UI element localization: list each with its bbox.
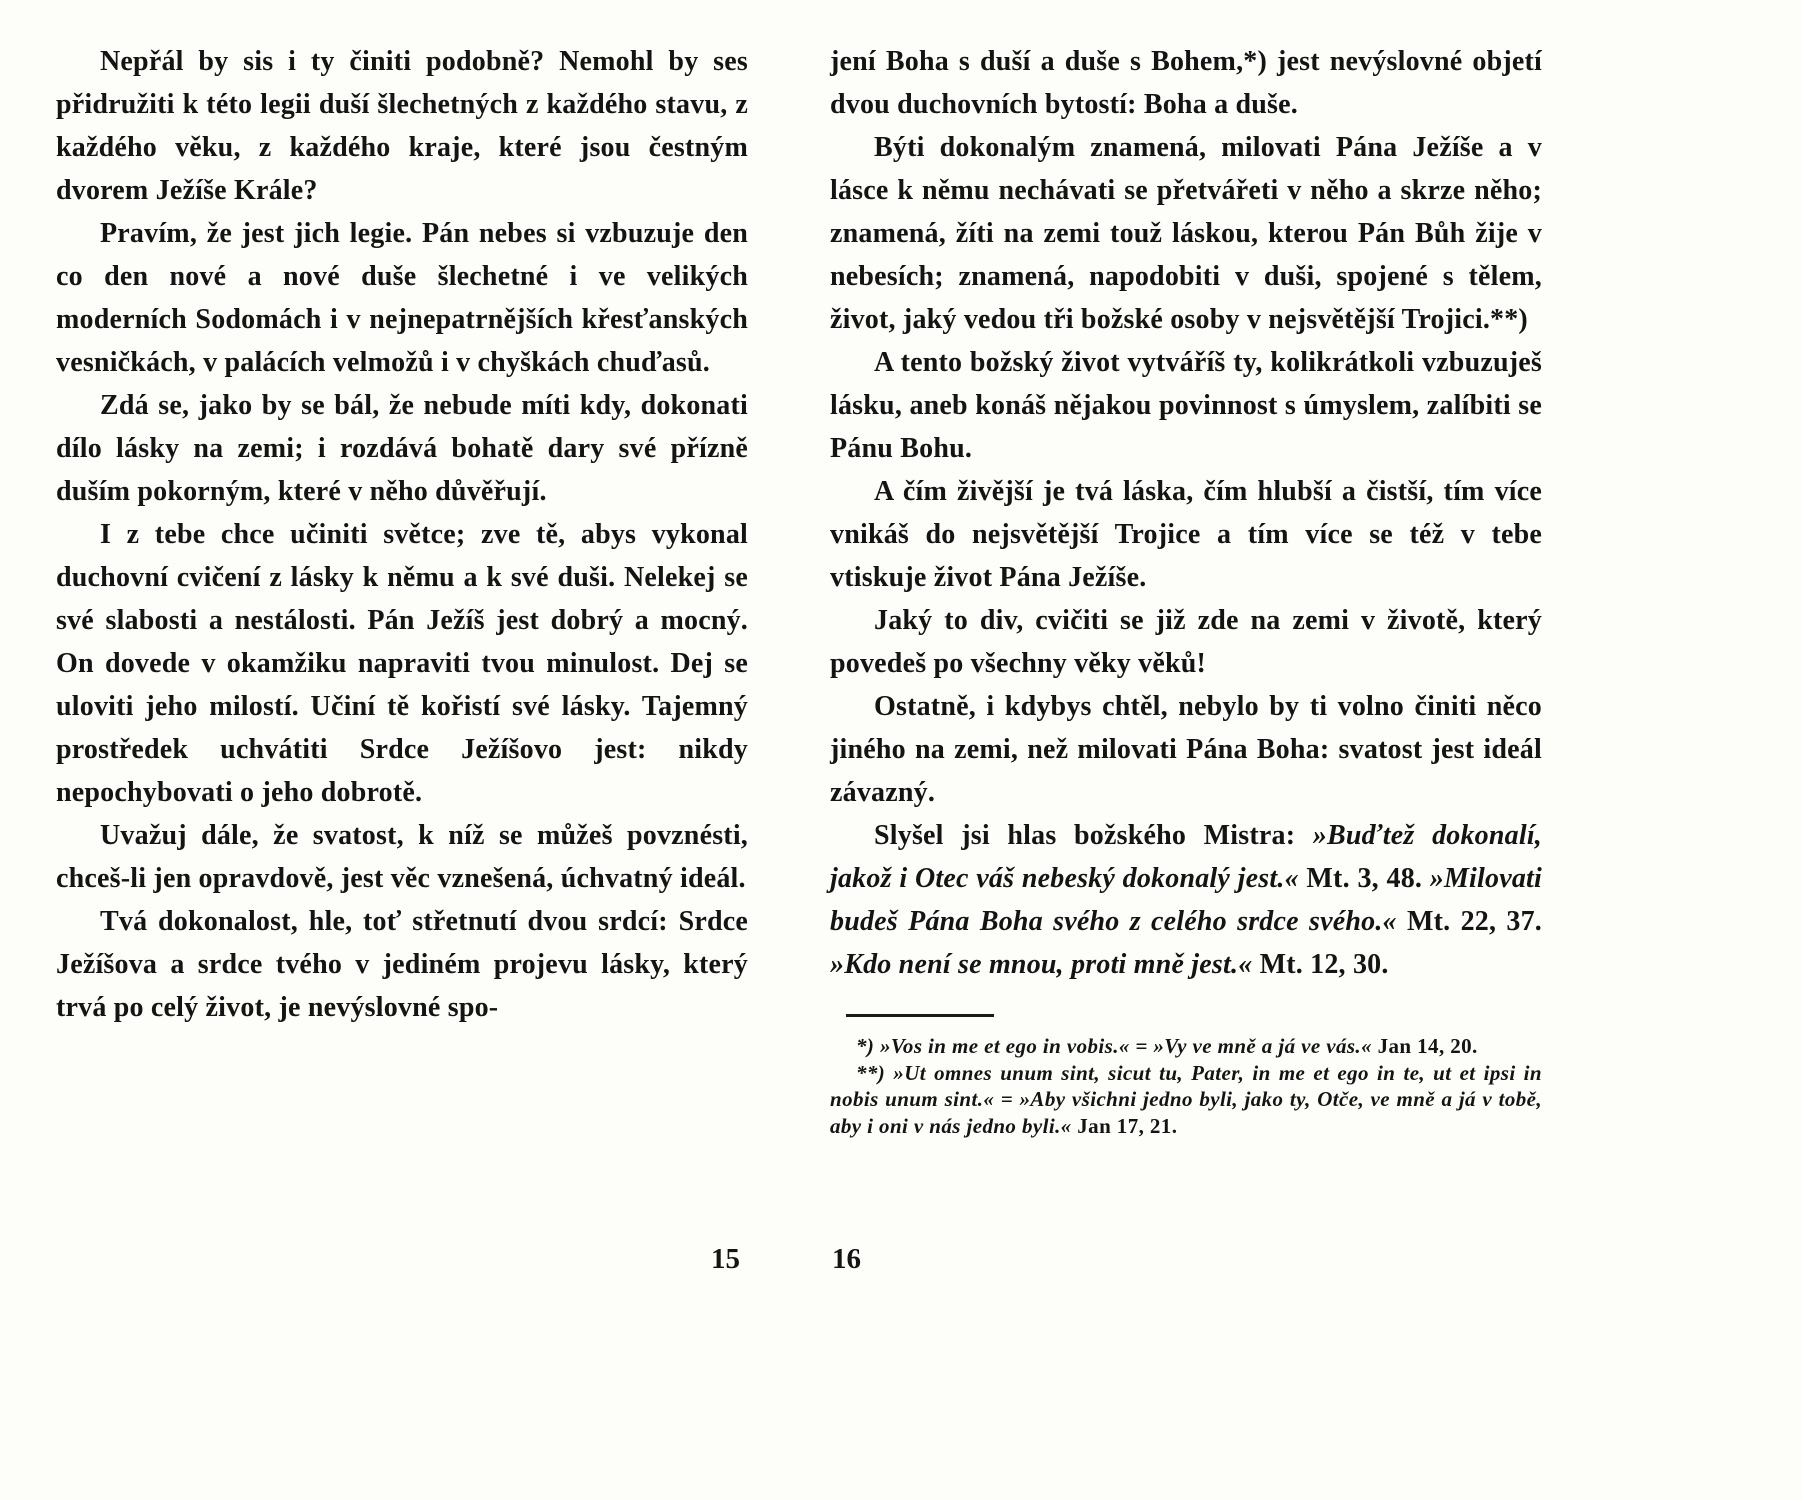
body-text: Slyšel jsi hlas božského Mistra: (874, 820, 1313, 851)
right-page-text (830, 40, 1542, 1139)
body-text: A tento božský život vytváříš ty, kolikrátkoli vzbuzuješ lásku, aneb konáš nějakou povinnost s úmyslem, zalíbiti se Pánu Bohu. (830, 347, 1542, 464)
body-text: Jan 14, 20. (1377, 1034, 1478, 1058)
body-text: Jaký to div, cvičiti se již zde na zemi v životě, který povedeš po všechny věky věků! (830, 605, 1542, 679)
body-text: Mt. 22, 37. (1396, 906, 1543, 937)
paragraph (56, 212, 748, 384)
body-text: Tvá dokonalost, hle, toť střetnutí dvou srdcí: Srdce Ježíšova a srdce tvého v jediném projevu lásky, který trvá po celý život, je nevýslovné spo- (56, 906, 748, 1023)
emphasized-text: *) (856, 1034, 880, 1058)
body-text: Pravím, že jest jich legie. Pán nebes si vzbuzuje den co den nové a nové duše šlechetné i ve velikých moderních Sodomách i v nejnepatrnějších křesťanských vesničkách, v palácích velmožů i v chyškách chuďasů. (56, 218, 748, 378)
footnote (830, 1060, 1542, 1140)
paragraph (56, 384, 748, 513)
paragraph (56, 40, 748, 212)
emphasized-text: **) (856, 1060, 894, 1085)
paragraph (830, 40, 1542, 126)
body-text: Mt. 3, 48. (1298, 863, 1430, 894)
paragraph (830, 470, 1542, 599)
body-text: Mt. 12, 30. (1252, 949, 1389, 980)
body-text: I z tebe chce učiniti světce; zve tě, abys vykonal duchovní cvičení z lásky k němu a k své duši. Nelekej se své slabosti a nestálosti. Pán Ježíš jest dobrý a mocný. On dovede v okamžiku napraviti tvou minulost. Dej se uloviti jeho milostí. Učiní tě kořistí své lásky. Tajemný prostředek uchvátiti Srdce Ježíšovo jest: nikdy nepochybovati o jeho dobrotě. (56, 519, 748, 808)
page-number-right: 16 (832, 1243, 861, 1275)
footnote-rule (846, 1014, 994, 1017)
emphasized-text: »Kdo není se mnou, proti mně jest.« (830, 949, 1253, 980)
paragraph (830, 814, 1542, 986)
page-number-left: 15 (711, 1243, 740, 1275)
body-text: jení Boha s duší a duše s Bohem,*) jest nevýslovné objetí dvou duchovních bytostí: Boha a duše. (830, 46, 1542, 120)
left-page-text (56, 40, 748, 1029)
footnotes (830, 1033, 1542, 1139)
body-text: Jan 17, 21. (1077, 1113, 1178, 1138)
paragraph (830, 341, 1542, 470)
emphasized-text: »Buďtež dokonalí, jakož i Otec váš nebeský dokonalý jest.« (830, 820, 1543, 894)
body-text: Uvažuj dále, že svatost, k níž se můžeš povznésti, chceš-li jen opravdově, jest věc vznešená, úchvatný ideál. (56, 820, 748, 894)
emphasized-text: »Milovati budeš Pána Boha svého z celého srdce svého.« (830, 863, 1542, 937)
body-text: Nepřál by sis i ty činiti podobně? Nemohl by ses přidružiti k této legii duší šlechetných z každého stavu, z každého věku, z každého kraje, které jsou čestným dvorem Ježíše Krále? (56, 46, 748, 206)
paragraph (830, 599, 1542, 685)
emphasized-text: »Vos in me et ego in vobis.« = »Vy ve mně a já ve vás.« (879, 1034, 1378, 1058)
paragraph (830, 685, 1542, 814)
body-text: Býti dokonalým znamená, milovati Pána Ježíše a v lásce k němu nechávati se přetvářeti v něho a skrze něho; znamená, žíti na zemi touž láskou, kterou Pán Bůh žije v nebesích; znamená, napodobiti v duši, spojené s tělem, život, jaký vedou tři božské osoby v nejsvětější Trojici.**) (830, 132, 1542, 335)
paragraph (56, 814, 748, 900)
paragraph (56, 900, 748, 1029)
paragraph (56, 513, 748, 814)
body-text: A čím živější je tvá láska, čím hlubší a čistší, tím více vnikáš do nejsvětější Trojice a tím více se též v tebe vtiskuje život Pána Ježíše. (830, 476, 1542, 593)
paragraph (830, 126, 1542, 341)
emphasized-text: »Ut omnes unum sint, sicut tu, Pater, in me et ego in te, ut et ipsi in nobis unum sint.« = »Aby všichni jedno byli, jako ty, Otče, ve mně a já v tobě, aby i oni v nás jedno byli.« (830, 1060, 1542, 1138)
right-page-body (830, 40, 1542, 986)
body-text: Ostatně, i kdybys chtěl, nebylo by ti volno činiti něco jiného na zemi, než milovati Pána Boha: svatost jest ideál závazný. (830, 691, 1542, 808)
body-text: Zdá se, jako by se bál, že nebude míti kdy, dokonati dílo lásky na zemi; i rozdává bohatě dary své přízně duším pokorným, které v něho důvěřují. (56, 390, 748, 507)
footnote (830, 1033, 1542, 1060)
